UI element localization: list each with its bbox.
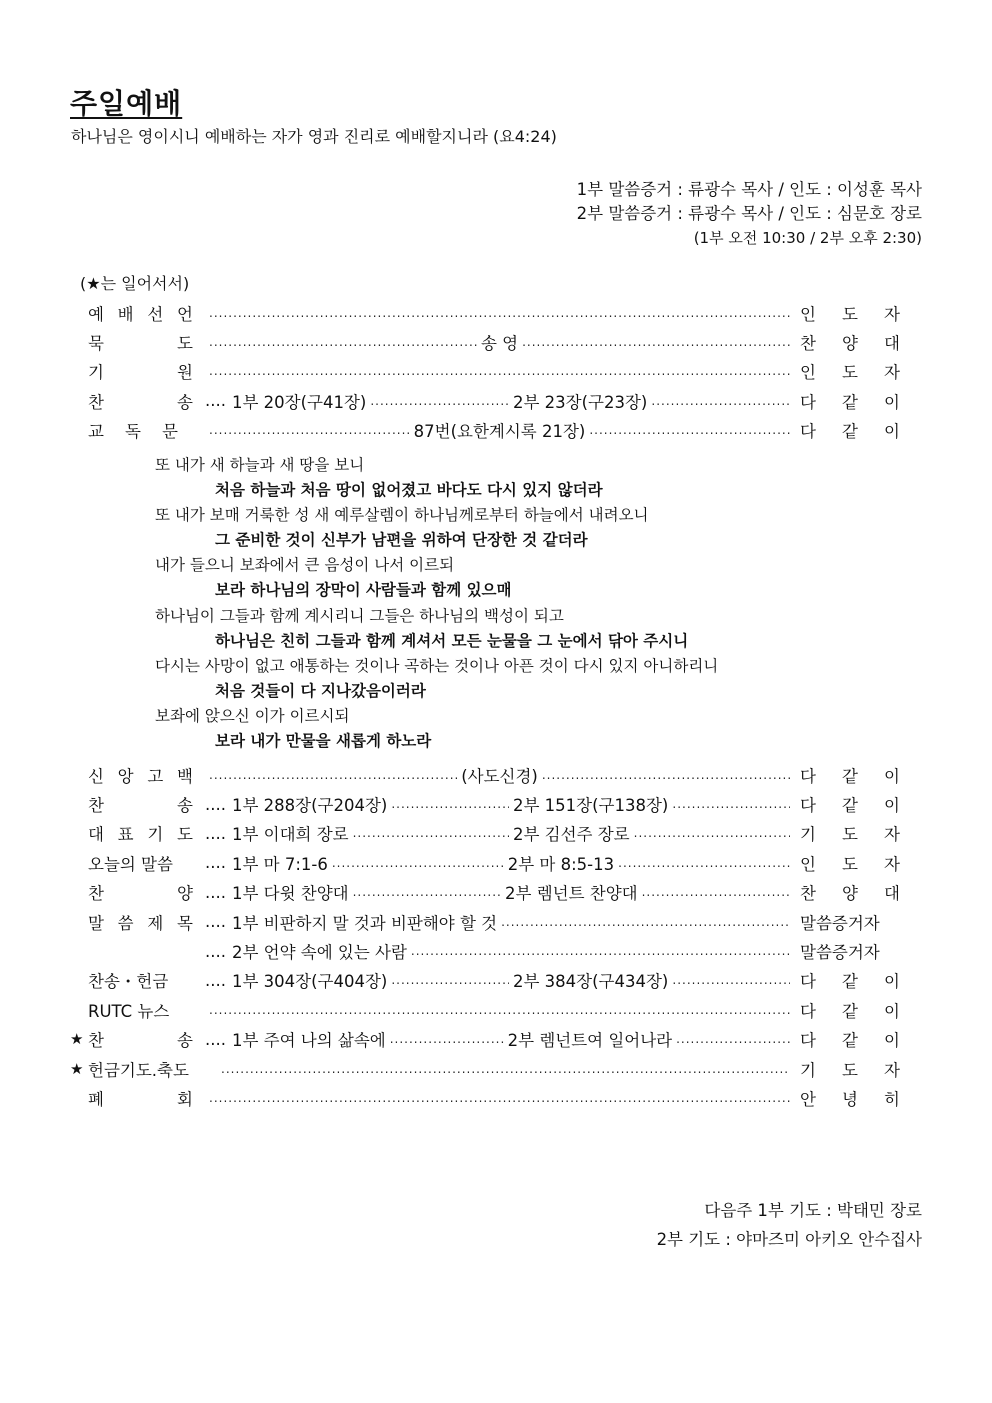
row-role: 안 녕 히 (800, 1089, 900, 1109)
row-role: 다 같 이 (800, 1031, 900, 1051)
row-role: 인 도 자 (800, 363, 900, 383)
row-role: 다 같 이 (800, 422, 900, 442)
row-part1: 2부 언약 속에 있는 사람 (231, 943, 407, 963)
reading-response-line: 처음 것들이 다 지나갔음이러라 (215, 681, 426, 700)
standing-note: (★는 일어서서) (80, 274, 190, 293)
row-role: 다 같 이 (800, 392, 900, 412)
row-label: 폐 회 (88, 1089, 193, 1109)
row-mid-text: (사도신경) (461, 766, 538, 786)
row-part1: 1부 288장(구204장) (231, 796, 388, 816)
row-responsive-reading (70, 416, 900, 445)
row-sermon-title-2: .... 2부 언약 속에 있는 사람 ..... 말씀증거자 (70, 936, 900, 965)
row-part1: 1부 다윗 찬양대 (231, 884, 349, 904)
row-label: 헌금기도.축도 (88, 1060, 189, 1080)
reading-leader-line: 하나님이 그들과 함께 계시리니 그들은 하나님의 백성이 되고 (155, 606, 564, 625)
row-sermon-title-1: 말 씀 제 목 .... 1부 비판하지 말 것과 비판해야 할 것 ..... 말씀증거자 (70, 907, 900, 936)
row-label: 오늘의 말씀 (88, 854, 173, 874)
speakers-block (577, 178, 922, 250)
row-part2: 2부 384장(구434장) (513, 972, 669, 992)
reading-response-line: 처음 하늘과 처음 땅이 없어졌고 바다도 다시 있지 않더라 (215, 481, 603, 500)
row-part1: 1부 304장(구404장) (231, 972, 388, 992)
row-representative-prayer: 대 표 기 도 .... 1부 이대희 장로 ..... 2부 김선주 장로 ..... 기 도 자 (70, 819, 900, 848)
row-label: 대 표 기 도 (88, 825, 193, 845)
row-choir: 찬 양 .... 1부 다윗 찬양대 ..... 2부 렘넌트 찬양대 ..... 찬 양 대 (70, 878, 900, 907)
row-part2: 2부 마 8:5-13 (507, 854, 615, 874)
row-silent-prayer (70, 327, 900, 356)
row-part1: 1부 마 7:1-6 (231, 854, 328, 874)
order-of-service-bottom (70, 760, 900, 1113)
row-part2: 2부 151장(구138장) (513, 796, 669, 816)
row-role: 말씀증거자 (800, 913, 880, 933)
row-part2: 2부 렘넌트 찬양대 (505, 884, 638, 904)
row-mid-text: 송 영 (480, 334, 519, 354)
row-label: 묵 도 (88, 334, 193, 354)
reading-response-line: 보라 하나님의 장막이 사람들과 함께 있으매 (215, 581, 512, 600)
row-label: 찬 송 (88, 392, 193, 412)
row-label: 찬 양 (88, 884, 193, 904)
row-part2: 2부 김선주 장로 (513, 825, 630, 845)
reading-leader-line: 보좌에 앉으신 이가 이르시되 (155, 706, 350, 725)
next-week-prayer (657, 1196, 922, 1254)
row-mid-text: 87번(요한계시록 21장) (413, 422, 586, 442)
next-week-line-1: 다음주 1부 기도 : 박태민 장로 (704, 1201, 922, 1220)
row-part1: 1부 비판하지 말 것과 비판해야 할 것 (231, 913, 498, 933)
row-role: 다 같 이 (800, 1001, 900, 1021)
row-hymn-offering: 찬송・헌금 .... 1부 304장(구404장) ..... 2부 384장(구434장) ..... 다 같 이 (70, 966, 900, 995)
leader-dots (209, 306, 790, 320)
speaker-line-1: 1부 말씀증거 : 류광수 목사 / 인도 : 이성훈 목사 (576, 180, 922, 199)
row-closing (70, 1083, 900, 1112)
page-title: 주일예배 (70, 87, 183, 120)
reading-response-line: 하나님은 친히 그들과 함께 계셔서 모든 눈물을 그 눈에서 닦아 주시니 (215, 631, 689, 650)
row-label: 말 씀 제 목 (88, 913, 193, 933)
row-invocation (70, 357, 900, 386)
row-hymn-2: 찬 송 .... 1부 288장(구204장) ..... 2부 151장(구138장) ..... 다 같 이 (70, 789, 900, 818)
reading-response-line: 그 준비한 것이 신부가 남편을 위하여 단장한 것 같더라 (215, 531, 588, 550)
row-role: 찬 양 대 (800, 334, 900, 354)
row-rutc-news (70, 995, 900, 1024)
row-part1: 1부 이대희 장로 (231, 825, 349, 845)
reading-leader-line: 다시는 사망이 없고 애통하는 것이나 곡하는 것이나 아픈 것이 다시 있지 아니하리니 (155, 656, 719, 675)
row-role: 기 도 자 (800, 825, 900, 845)
row-label: 찬 송 (88, 1031, 193, 1051)
row-role: 인 도 자 (800, 304, 900, 324)
scripture-subtitle: 하나님은 영이시니 예배하는 자가 영과 진리로 예배할지니라 (요4:24) (71, 127, 557, 146)
row-role: 찬 양 대 (800, 884, 900, 904)
service-times: (1부 오전 10:30 / 2부 오후 2:30) (693, 229, 922, 247)
row-label: 교 독 문 (88, 422, 178, 442)
standing-star-icon: ★ (70, 1030, 84, 1049)
row-role: 기 도 자 (800, 1060, 900, 1080)
row-part2: 2부 23장(구23장) (513, 392, 648, 412)
row-offering-prayer-benediction (70, 1054, 900, 1083)
row-label: 기 원 (88, 363, 193, 383)
row-role: 다 같 이 (800, 972, 900, 992)
reading-leader-line: 내가 들으니 보좌에서 큰 음성이 나서 이르되 (155, 556, 455, 575)
row-label: 찬 송 (88, 796, 193, 816)
reading-response-line: 보라 내가 만물을 새롭게 하노라 (215, 732, 432, 751)
row-part1: 1부 20장(구41장) (231, 392, 367, 412)
row-part2: 2부 렘넌트여 일어나라 (507, 1031, 673, 1051)
row-role: 다 같 이 (800, 796, 900, 816)
row-role: 말씀증거자 (800, 943, 880, 963)
row-role: 다 같 이 (800, 766, 900, 786)
next-week-line-2: 2부 기도 : 야마즈미 아키오 안수집사 (656, 1230, 922, 1249)
row-label: RUTC 뉴스 (88, 1001, 170, 1021)
row-creed (70, 760, 900, 789)
row-label: 신 앙 고 백 (88, 766, 193, 786)
reading-leader-line: 또 내가 새 하늘과 새 땅을 보니 (155, 456, 365, 474)
order-of-service-top (70, 298, 900, 445)
row-part1: 1부 주여 나의 삶속에 (231, 1031, 386, 1051)
row-hymn-1: 찬 송 .... 1부 20장(구41장) ..... 2부 23장(구23장) ..... 다 같 이 (70, 386, 900, 415)
standing-star-icon: ★ (70, 1059, 84, 1078)
row-label: 예 배 선 언 (88, 304, 193, 324)
row-label: 찬송・헌금 (88, 972, 169, 992)
row-declaration (70, 298, 900, 327)
speaker-line-2: 2부 말씀증거 : 류광수 목사 / 인도 : 심문호 장로 (576, 204, 922, 223)
row-role: 인 도 자 (800, 854, 900, 874)
responsive-reading (155, 453, 718, 754)
row-todays-word: 오늘의 말씀 .... 1부 마 7:1-6 ..... 2부 마 8:5-13 ..... 인 도 자 (70, 848, 900, 877)
reading-leader-line: 또 내가 보매 거룩한 성 새 예루살렘이 하나님께로부터 하늘에서 내려오니 (155, 506, 649, 525)
row-hymn-3: ★ 찬 송 .... 1부 주여 나의 삶속에 ..... 2부 렘넌트여 일어나라 ..... 다 같 이 (70, 1025, 900, 1054)
